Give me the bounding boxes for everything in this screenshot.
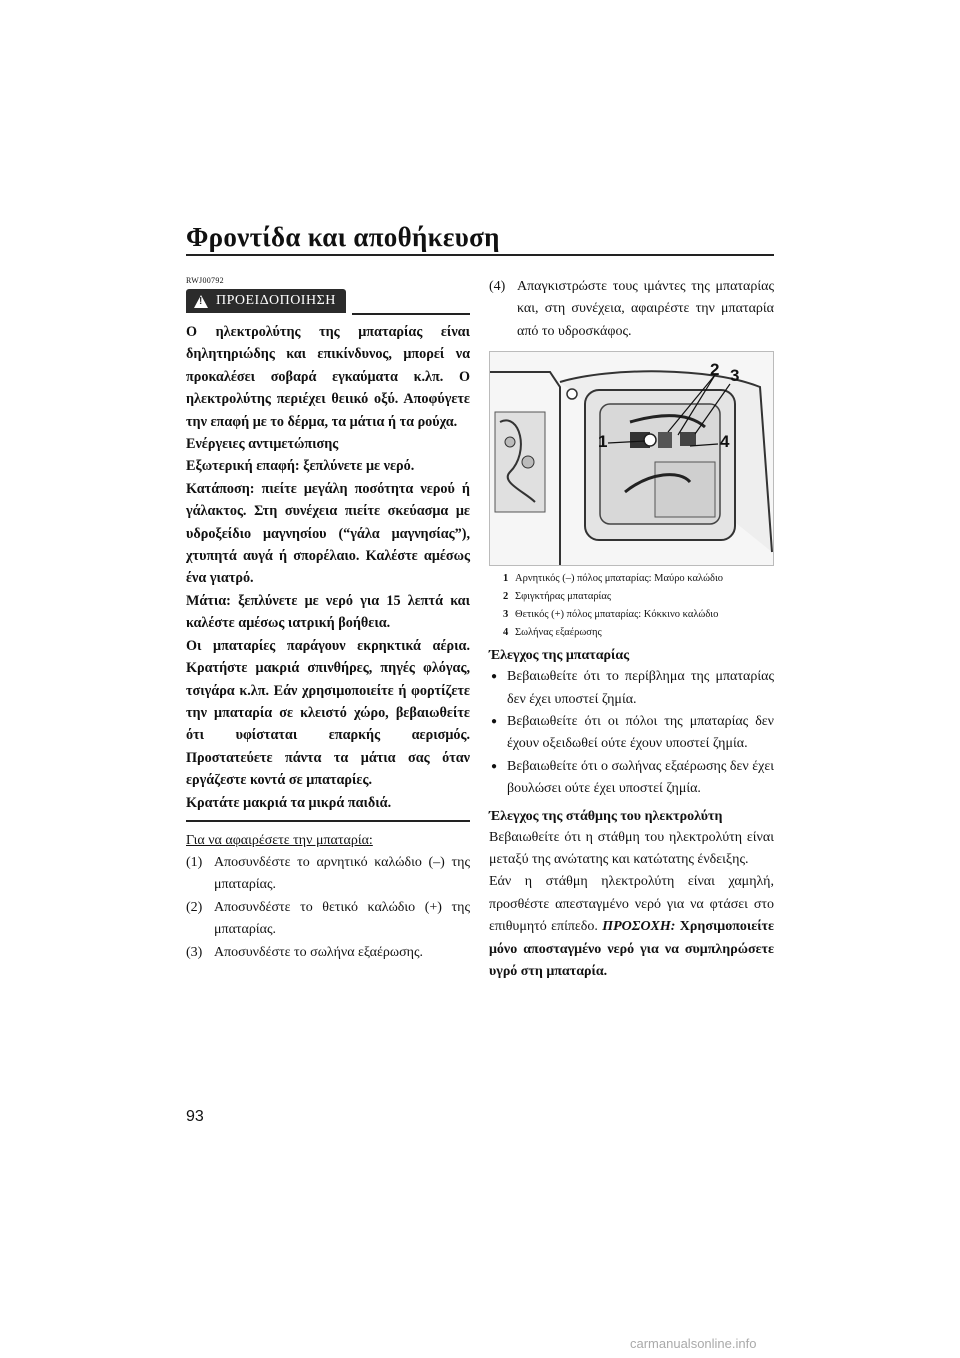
electrolyte-paragraph: Βεβαιωθείτε ότι η στάθμη του ηλεκτρολύτη είναι μεταξύ της ανώτατης και κατώτατης ένδειξης. xyxy=(489,829,774,868)
warning-paragraph: Οι μπαταρίες παράγουν εκρηκτικά αέρια. Κρατήστε μακριά σπινθήρες, πηγές φλόγας, τσιγάρα κ.λπ. Εάν χρησιμοποιείτε ή φορτίζετε την μπαταρία σε κλειστό χώρο, βεβαιωθείτε ότι υφίσταται επαρκής αερισμός. Προστατεύετε πάντα τα μάτια σας όταν εργάζεστε κοντά σε μπαταρίες. xyxy=(186,637,470,789)
legend-item xyxy=(489,590,774,604)
warning-triangle-icon xyxy=(194,295,208,308)
step-number: (3) xyxy=(186,944,203,960)
electrolyte-paragraph xyxy=(489,871,774,983)
battery-figure xyxy=(489,351,774,566)
page-number: 93 xyxy=(186,1108,204,1125)
legend-number: 4 xyxy=(503,627,509,639)
step-item xyxy=(186,942,470,964)
step-text: Αποσυνδέστε το θετικό καλώδιο (+) της μπαταρίας. xyxy=(214,899,470,938)
warning-rule xyxy=(352,313,470,315)
warning-paragraph: Ο ηλεκτρολύτης της μπαταρίας είναι δηλητηριώδης και επικίνδυνος, μπορεί να προκαλέσει σοβαρά εγκαύματα κ.λπ. Ο ηλεκτρολύτης περιέχει θειικό οξύ. Αποφύγετε την επαφή με το δέρμα, τα μάτια ή τα ρούχα. xyxy=(186,324,470,430)
electrolyte-low-text: Εάν η στάθμη ηλεκτρολύτη είναι χαμηλή, προσθέστε απεσταγμένο νερό για να φτάσει στο επιθυμητό επίπεδο. xyxy=(489,874,774,935)
left-column xyxy=(186,276,470,964)
page-title: Φροντίδα και αποθήκευση xyxy=(186,222,500,252)
warning-badge xyxy=(186,289,346,313)
removal-steps xyxy=(186,852,470,964)
legend-number: 1 xyxy=(503,573,509,585)
bullet-icon: ● xyxy=(491,671,498,683)
removal-steps-continued xyxy=(489,276,774,343)
legend-item xyxy=(489,608,774,622)
removal-heading: Για να αφαιρέσετε την μπαταρία: xyxy=(186,832,373,848)
warning-paragraph: Εξωτερική επαφή: ξεπλύνετε με νερό. xyxy=(186,458,415,475)
step-number: (4) xyxy=(489,279,506,294)
step-number: (1) xyxy=(186,854,203,870)
bullet-text: Βεβαιωθείτε ότι οι πόλοι της μπαταρίας δεν έχουν οξειδωθεί ούτε έχουν υποστεί ζημία. xyxy=(507,714,774,752)
legend-number: 3 xyxy=(503,609,509,621)
step-text: Απαγκιστρώστε τους ιμάντες της μπαταρίας και, στη συνέχεια, αφαιρέστε την μπαταρία από το υδροσκάφος. xyxy=(517,279,774,339)
legend-item xyxy=(489,626,774,640)
legend-item xyxy=(489,572,774,586)
warning-paragraph: Ενέργειες αντιμετώπισης xyxy=(186,436,339,453)
watermark: carmanualsonline.info xyxy=(630,1336,757,1351)
callout-3: 3 xyxy=(730,366,740,386)
legend-text: Αρνητικός (–) πόλος μπαταρίας: Μαύρο καλώδιο xyxy=(515,573,724,585)
warning-bottom-rule xyxy=(186,820,470,822)
step-text: Αποσυνδέστε το αρνητικό καλώδιο (–) της μπαταρίας. xyxy=(214,854,470,893)
warning-paragraph: Κρατάτε μακριά τα μικρά παιδιά. xyxy=(186,794,392,811)
legend-number: 2 xyxy=(503,591,509,603)
warning-header xyxy=(186,287,470,315)
legend-text: Σωλήνας εξαέρωσης xyxy=(515,627,602,639)
warning-label: ΠΡΟΕΙΔΟΠΟΙΗΣΗ xyxy=(216,293,336,308)
step-number: (2) xyxy=(186,899,203,915)
bullet-icon: ● xyxy=(491,716,498,728)
warning-paragraph: Κατάποση: πιείτε μεγάλη ποσότητα νερού ή γάλακτος. Στη συνέχεια πιείτε σκεύασμα με υδροξείδιο μαγνησίου (“γάλα μαγνησίας”), χτυπητά αυγά ή σπορέλαιο. Καλέστε αμέσως ένα γιατρό. xyxy=(186,480,470,587)
step-item xyxy=(186,852,470,897)
step-item xyxy=(489,276,774,343)
step-item xyxy=(186,897,470,942)
legend-text: Σφιγκτήρας μπαταρίας xyxy=(515,591,612,603)
bullet-item xyxy=(489,711,774,756)
bullet-text: Βεβαιωθείτε ότι ο σωλήνας εξαέρωσης δεν έχει βουλώσει ούτε έχει υποστεί ζημία. xyxy=(507,758,774,797)
bullet-text: Βεβαιωθείτε ότι το περίβλημα της μπαταρίας δεν έχει υποστεί ζημία. xyxy=(507,669,774,707)
warning-body xyxy=(186,321,470,814)
right-column xyxy=(489,276,774,984)
battery-check-heading: Έλεγχος της μπαταρίας xyxy=(489,648,630,664)
bullet-item xyxy=(489,666,774,711)
electrolyte-check-heading: Έλεγχος της στάθμης του ηλεκτρολύτη xyxy=(489,808,723,824)
figure-legend xyxy=(489,572,774,640)
callout-2: 2 xyxy=(710,360,720,380)
header-rule xyxy=(186,254,774,256)
battery-check-list xyxy=(489,666,774,800)
bullet-icon: ● xyxy=(491,760,498,772)
caution-label: ΠΡΟΣΟΧΗ: xyxy=(602,919,676,935)
bullet-item xyxy=(489,756,774,801)
step-text: Αποσυνδέστε το σωλήνα εξαέρωσης. xyxy=(214,944,423,960)
warning-code: RWJ00792 xyxy=(186,276,224,285)
callout-1: 1 xyxy=(598,432,608,452)
callout-4: 4 xyxy=(720,432,730,452)
legend-text: Θετικός (+) πόλος μπαταρίας: Κόκκινο καλώδιο xyxy=(515,609,719,621)
warning-paragraph: Μάτια: ξεπλύνετε με νερό για 15 λεπτά και καλέστε αμέσως ιατρική βοήθεια. xyxy=(186,592,470,632)
caution-text: Χρησιμοποιείτε μόνο αποσταγμένο νερό για να συμπληρώσετε υγρό στη μπαταρία. xyxy=(489,919,774,980)
